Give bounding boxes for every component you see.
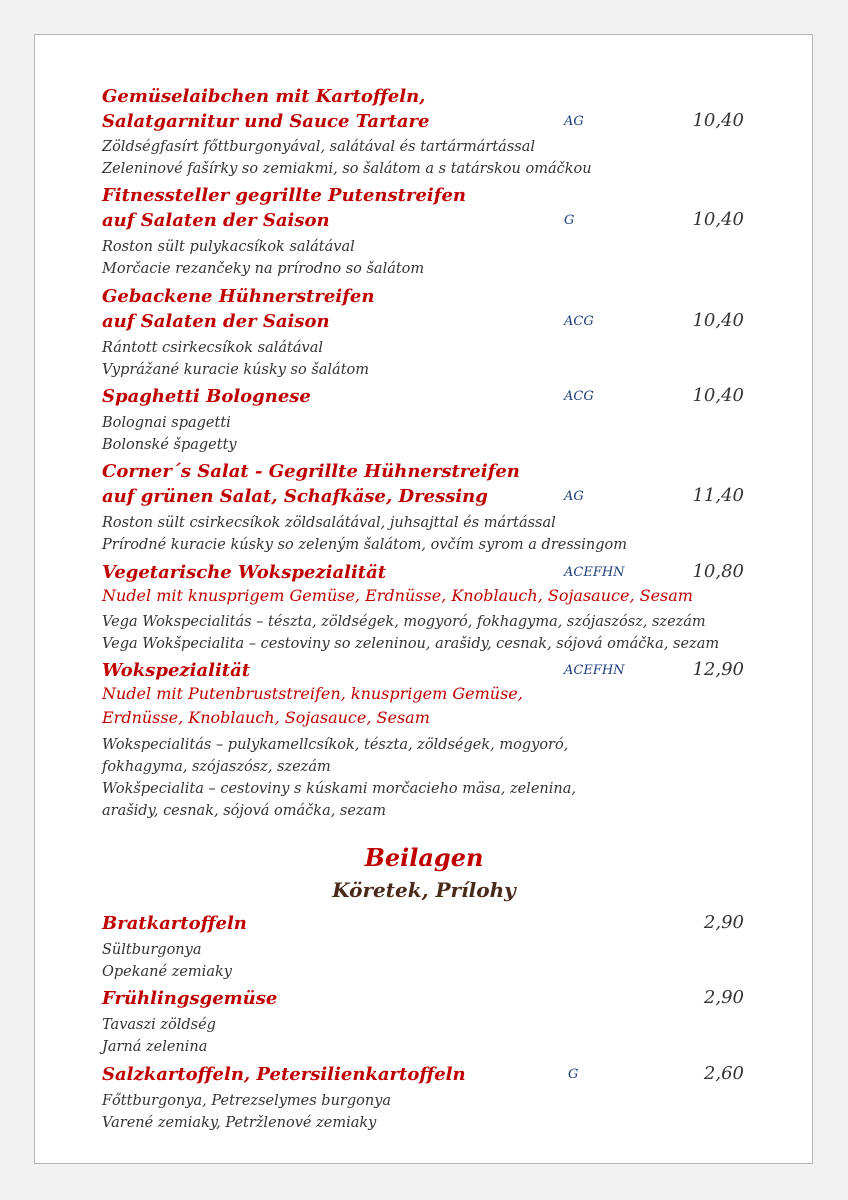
price: 12,90 xyxy=(692,659,744,680)
allergen-codes: G xyxy=(568,1067,579,1082)
price: 10,80 xyxy=(692,561,744,582)
price: 11,40 xyxy=(692,485,744,506)
dish-title: Frühlingsgemüse xyxy=(102,988,278,1009)
price: 10,40 xyxy=(692,310,744,331)
dish-description: Wokšpecialita – cestoviny s kúskami morčacieho mäsa, zelenina, xyxy=(102,781,576,797)
dish-title: auf Salaten der Saison xyxy=(102,210,330,231)
dish-title: Salatgarnitur und Sauce Tartare xyxy=(102,111,430,132)
dish-description: Roston sült pulykacsíkok salátával xyxy=(102,239,355,255)
price: 10,40 xyxy=(692,385,744,406)
dish-description: Tavaszi zöldség xyxy=(102,1017,216,1033)
allergen-codes: ACEFHN xyxy=(564,663,625,678)
dish-title: auf grünen Salat, Schafkäse, Dressing xyxy=(102,486,488,507)
dish-description: Bolonské špagetty xyxy=(102,437,237,453)
dish-description: Wokspecialitás – pulykamellcsíkok, tészta, zöldségek, mogyoró, xyxy=(102,737,569,753)
dish-description: Zöldségfasírt főttburgonyával, salátával és tartármártással xyxy=(102,139,535,155)
dish-title: auf Salaten der Saison xyxy=(102,311,330,332)
dish-description: Jarná zelenina xyxy=(102,1039,208,1055)
section-title: Beilagen xyxy=(364,843,484,872)
price: 10,40 xyxy=(692,110,744,131)
allergen-codes: AG xyxy=(564,114,584,129)
dish-title: Fitnessteller gegrillte Putenstreifen xyxy=(102,185,467,206)
dish-title: Salzkartoffeln, Petersilienkartoffeln xyxy=(102,1064,466,1085)
allergen-codes: AG xyxy=(564,489,584,504)
allergen-codes: ACG xyxy=(564,389,594,404)
dish-title: Gemüselaibchen mit Kartoffeln, xyxy=(102,86,426,107)
dish-title: Gebackene Hühnerstreifen xyxy=(102,286,375,307)
dish-description: Vega Wokspecialitás – tészta, zöldségek, mogyoró, fokhagyma, szójaszósz, szezám xyxy=(102,614,706,630)
section-subtitle: Köretek, Prílohy xyxy=(332,878,516,902)
dish-description: fokhagyma, szójaszósz, szezám xyxy=(102,759,331,775)
price: 10,40 xyxy=(692,209,744,230)
dish-description: Varené zemiaky, Petržlenové zemiaky xyxy=(102,1115,377,1131)
dish-description: Vega Wokšpecialita – cestoviny so zeleninou, arašidy, cesnak, sójová omáčka, sezam xyxy=(102,636,720,652)
dish-description: Prírodné kuracie kúsky so zeleným šalátom, ovčím syrom a dressingom xyxy=(102,537,627,553)
dish-title: Spaghetti Bolognese xyxy=(102,386,311,407)
dish-description: Morčacie rezančeky na prírodno so šalátom xyxy=(102,261,425,277)
dish-description: Roston sült csirkecsíkok zöldsalátával, juhsajttal és mártással xyxy=(102,515,556,531)
dish-title: Corner´s Salat - Gegrillte Hühnerstreifen xyxy=(102,461,520,482)
allergen-codes: ACG xyxy=(564,314,594,329)
dish-description: Vyprážané kuracie kúsky so šalátom xyxy=(102,362,370,378)
dish-title: Vegetarische Wokspezialität xyxy=(102,562,387,583)
dish-description: Sültburgonya xyxy=(102,942,202,958)
dish-ingredients: Nudel mit Putenbruststreifen, knusprigem Gemüse, xyxy=(102,684,523,703)
dish-description: Rántott csirkecsíkok salátával xyxy=(102,340,323,356)
allergen-codes: G xyxy=(564,213,575,228)
dish-description: Bolognai spagetti xyxy=(102,415,231,431)
dish-ingredients: Erdnüsse, Knoblauch, Sojasauce, Sesam xyxy=(102,708,430,727)
dish-title: Wokspezialität xyxy=(102,660,251,681)
allergen-codes: ACEFHN xyxy=(564,565,625,580)
dish-ingredients: Nudel mit knusprigem Gemüse, Erdnüsse, Knoblauch, Sojasauce, Sesam xyxy=(102,586,693,605)
dish-description: Opekané zemiaky xyxy=(102,964,232,980)
dish-description: Főttburgonya, Petrezselymes burgonya xyxy=(102,1093,392,1109)
dish-description: arašidy, cesnak, sójová omáčka, sezam xyxy=(102,803,386,819)
price: 2,90 xyxy=(703,987,744,1008)
price: 2,90 xyxy=(703,912,744,933)
dish-description: Zeleninové fašírky so zemiakmi, so šalátom a s tatárskou omáčkou xyxy=(102,161,592,177)
price: 2,60 xyxy=(703,1063,744,1084)
dish-title: Bratkartoffeln xyxy=(102,913,247,934)
